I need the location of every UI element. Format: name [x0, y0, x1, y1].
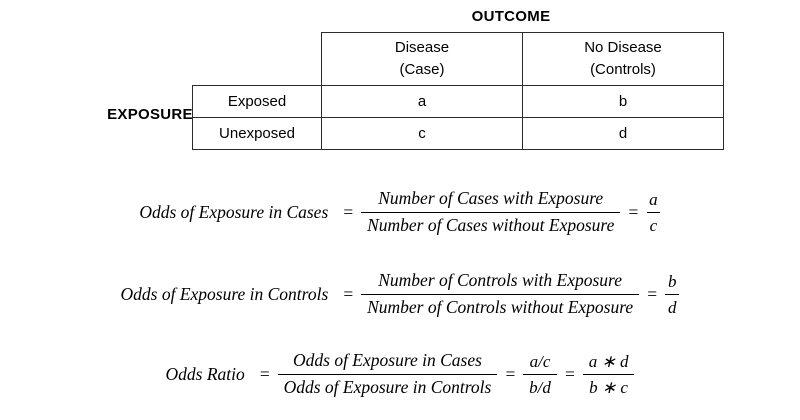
table-row [193, 86, 724, 118]
column-header-no-disease [523, 33, 724, 86]
two-by-two-table [192, 32, 724, 150]
equation-odds-exposure-controls [0, 270, 800, 319]
equation-3-fraction-1-numerator: Odds of Exposure in Cases [293, 350, 482, 370]
table-row [193, 118, 724, 150]
equation-3-fraction-1-denominator: Odds of Exposure in Controls [278, 374, 498, 399]
equation-2-fraction-2-denominator: d [665, 294, 680, 318]
equation-2-fraction-1-numerator: Number of Controls with Exposure [378, 270, 622, 290]
equation-2-equals-1: = [342, 283, 355, 304]
cell-unexposed-disease: c [322, 118, 523, 150]
equation-1-fraction-1-denominator: Number of Cases without Exposure [361, 212, 620, 237]
equation-1-fraction-2-numerator: a [649, 189, 658, 209]
outcome-heading: OUTCOME [471, 8, 551, 25]
cell-exposed-no-disease: b [523, 86, 724, 118]
equation-odds-exposure-cases [0, 188, 800, 237]
equation-1-lhs: Odds of Exposure in Cases [139, 201, 329, 222]
equation-1-fraction-1-numerator: Number of Cases with Exposure [378, 188, 604, 208]
equation-2-fraction-2 [665, 271, 680, 319]
equation-odds-ratio [0, 350, 800, 399]
equation-3-equals-2: = [504, 363, 517, 384]
equation-2-equals-2: = [646, 283, 658, 304]
equation-1-fraction-1 [361, 188, 620, 237]
equation-3-equals-1: = [258, 363, 271, 384]
equation-1-equals-1: = [342, 201, 355, 222]
equation-2-fraction-1-denominator: Number of Controls without Exposure [361, 294, 639, 319]
equation-1-fraction-2 [646, 189, 661, 237]
equation-3-fraction-3 [583, 351, 635, 399]
column-header-no-disease-line2: (Controls) [590, 61, 656, 78]
column-header-no-disease-line1: No Disease [584, 39, 662, 57]
equation-3-fraction-3-denominator: b ∗ c [583, 374, 634, 398]
row-header-exposed: Exposed [193, 86, 322, 118]
equation-3-fraction-2-numerator: a/c [529, 351, 551, 371]
column-header-disease [322, 33, 523, 86]
exposure-heading: EXPOSURE [107, 106, 193, 123]
equation-3-fraction-3-numerator: a ∗ d [588, 351, 629, 371]
equation-2-lhs: Odds of Exposure in Controls [120, 283, 329, 304]
column-header-disease-line2: (Case) [399, 61, 445, 78]
cell-unexposed-no-disease: d [523, 118, 724, 150]
equation-3-fraction-1 [278, 350, 498, 399]
equation-1-fraction-2-denominator: c [647, 212, 661, 236]
table-corner-blank [193, 33, 322, 86]
row-header-unexposed: Unexposed [193, 118, 322, 150]
equation-1-equals-2: = [627, 201, 640, 222]
cell-exposed-disease: a [322, 86, 523, 118]
equation-3-lhs: Odds Ratio [165, 363, 245, 384]
equation-3-fraction-2 [523, 351, 557, 399]
column-header-disease-line1: Disease [394, 39, 450, 57]
equation-3-fraction-2-denominator: b/d [523, 374, 557, 398]
equation-2-fraction-1 [361, 270, 639, 319]
equation-3-equals-3: = [563, 363, 576, 384]
table-header-row [193, 33, 724, 86]
equation-2-fraction-2-numerator: b [667, 271, 677, 291]
